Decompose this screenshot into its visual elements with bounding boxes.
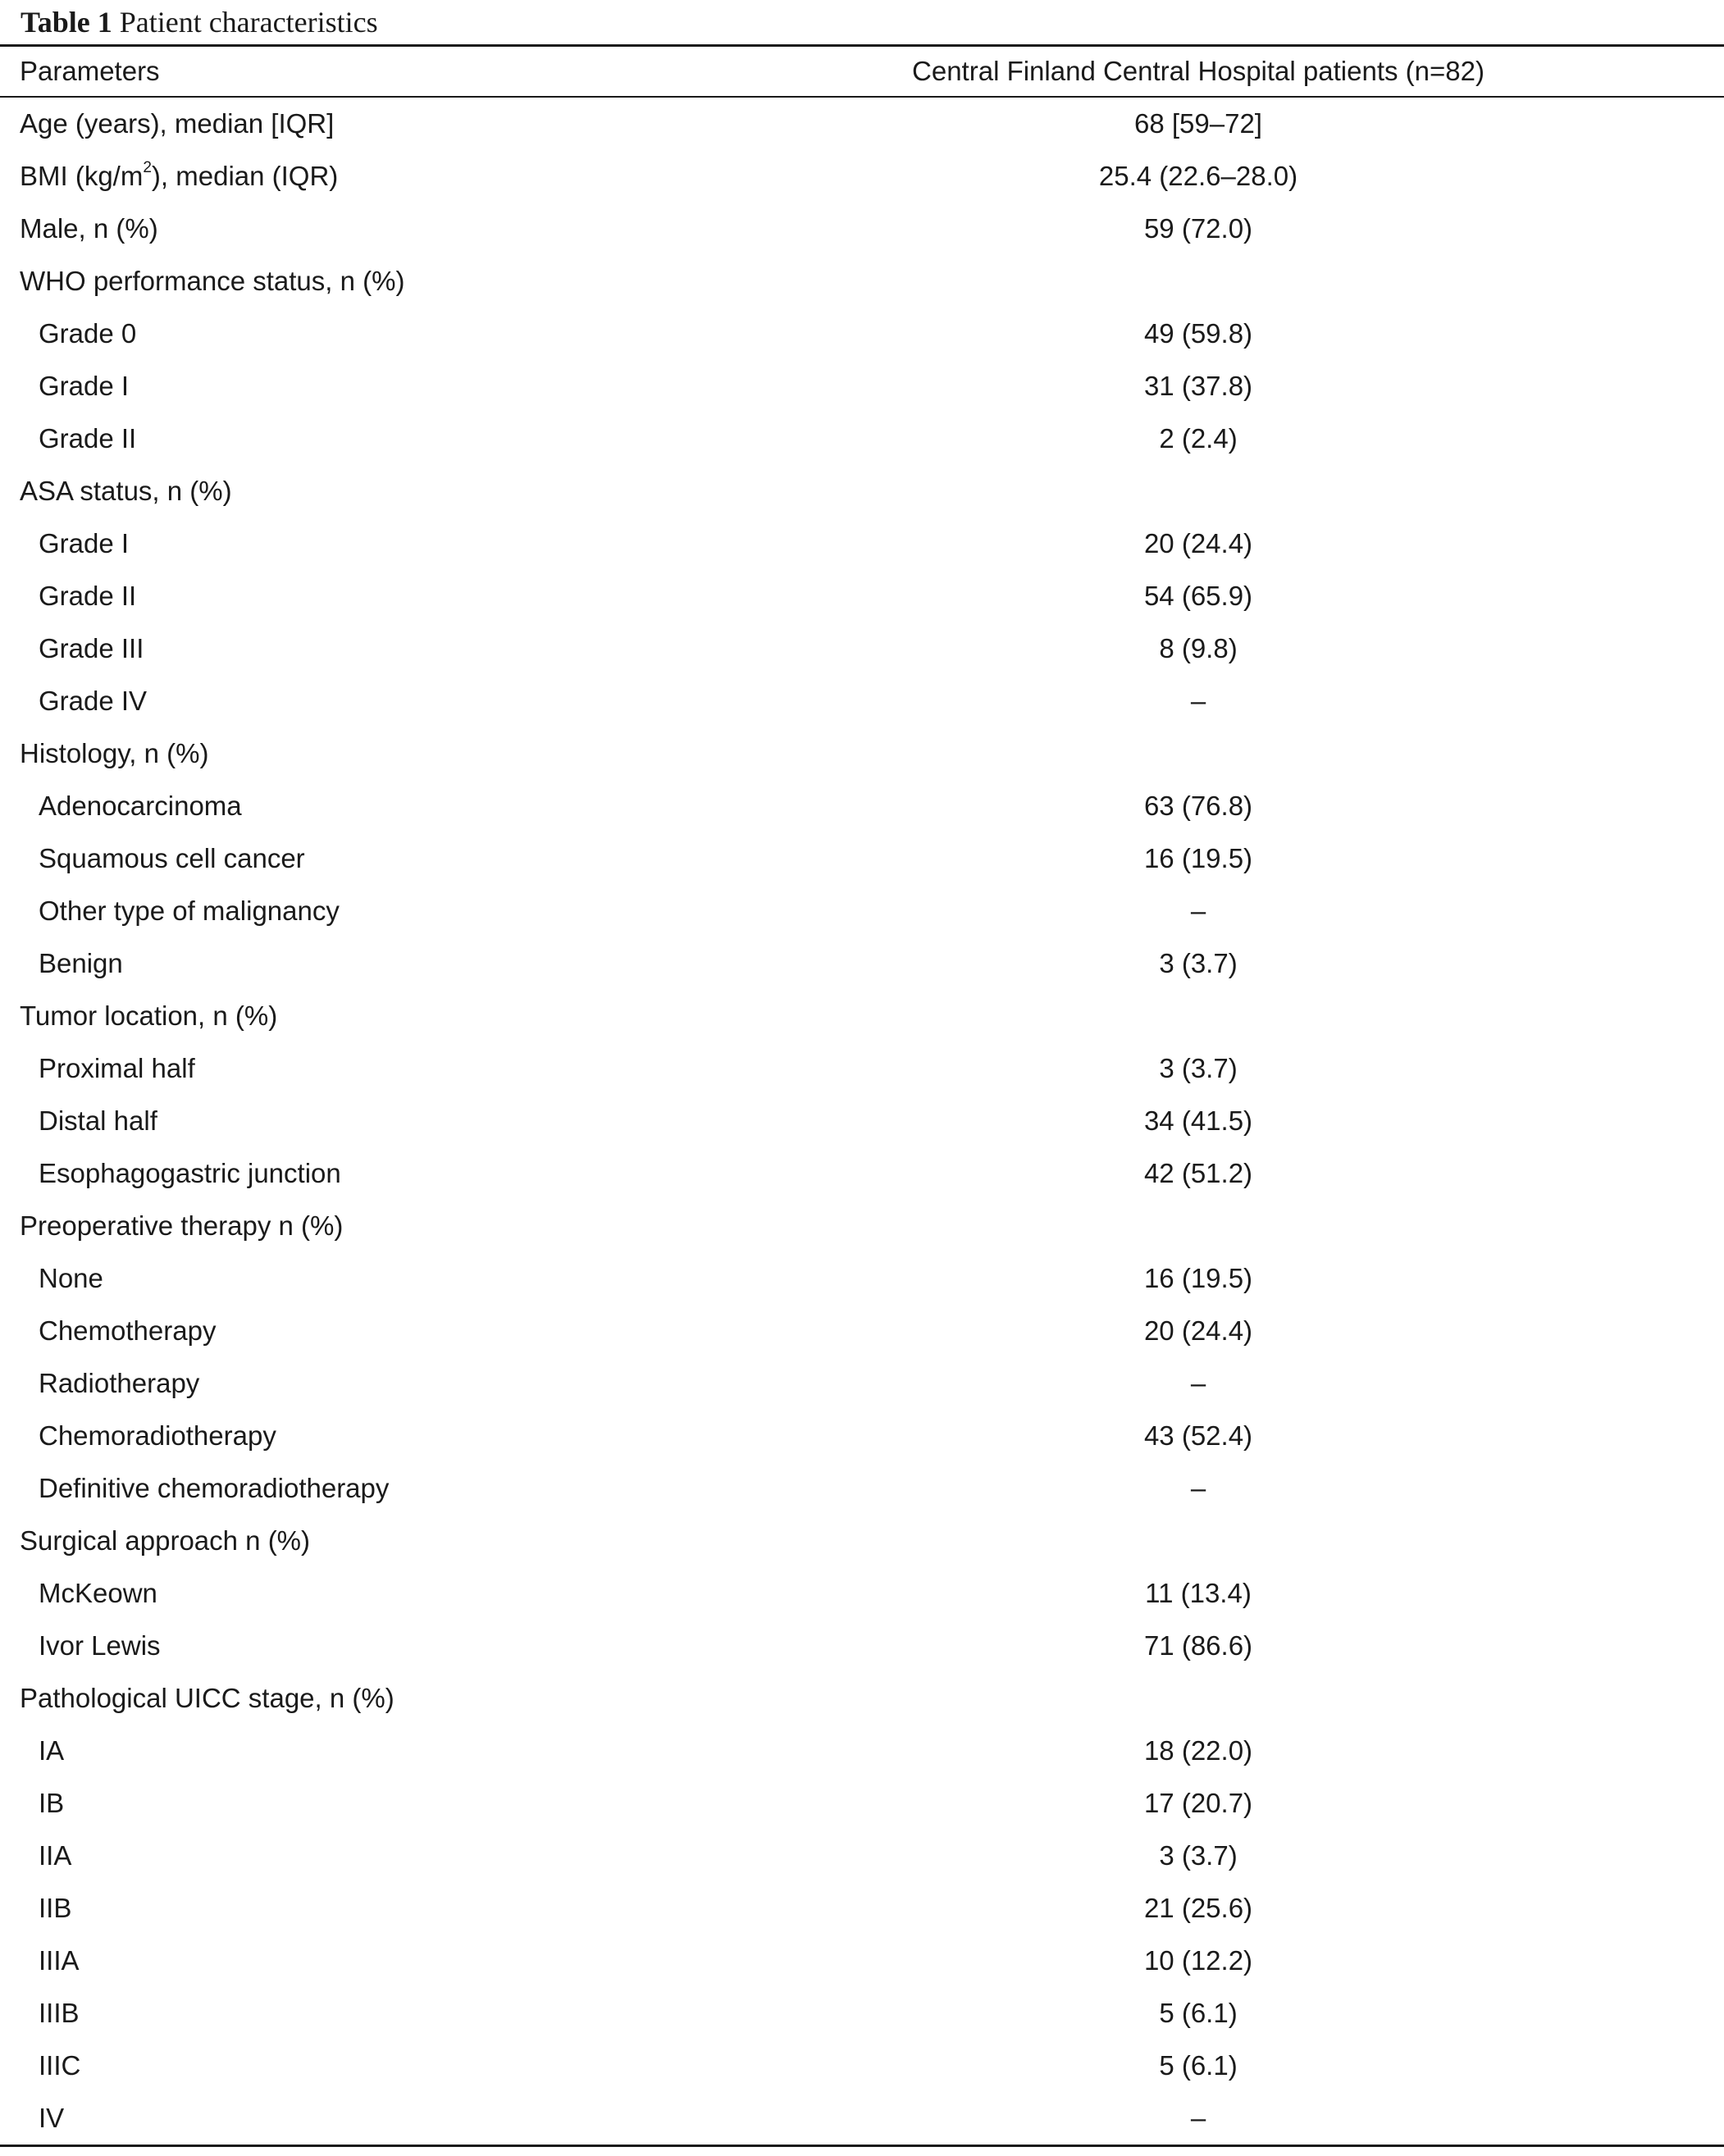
table-row bbox=[0, 203, 1724, 255]
row-subparameter: Esophagogastric junction bbox=[39, 1158, 341, 1188]
row-subparameter: Other type of malignancy bbox=[39, 896, 340, 926]
table-row bbox=[0, 675, 1724, 727]
row-value: 34 (41.5) bbox=[1143, 1105, 1253, 1136]
table-row bbox=[0, 1935, 1724, 1987]
row-value: 3 (3.7) bbox=[1159, 948, 1238, 978]
table-row bbox=[0, 1305, 1724, 1357]
row-value: 49 (59.8) bbox=[1143, 318, 1253, 349]
row-parameter: Pathological UICC stage, n (%) bbox=[20, 1683, 395, 1713]
row-value: 16 (19.5) bbox=[1143, 843, 1253, 873]
row-subparameter: Grade I bbox=[39, 528, 130, 558]
row-subparameter: IB bbox=[39, 1788, 65, 1818]
row-value: 17 (20.7) bbox=[1143, 1788, 1253, 1818]
table-row bbox=[0, 1830, 1724, 1882]
table-row bbox=[0, 1357, 1724, 1410]
row-subparameter: McKeown bbox=[39, 1578, 157, 1608]
row-subparameter: IA bbox=[39, 1735, 65, 1766]
table-row bbox=[0, 1410, 1724, 1462]
row-subparameter: Definitive chemoradiotherapy bbox=[39, 1473, 390, 1503]
row-value: 5 (6.1) bbox=[1159, 1998, 1238, 2028]
row-value: 8 (9.8) bbox=[1159, 633, 1238, 663]
row-value: – bbox=[1190, 896, 1206, 926]
row-value: 54 (65.9) bbox=[1143, 581, 1253, 611]
row-subparameter: Grade IV bbox=[39, 686, 148, 716]
row-value: – bbox=[1190, 686, 1206, 716]
row-parameter-text: BMI (kg/m bbox=[20, 161, 144, 191]
table-row bbox=[0, 1725, 1724, 1777]
row-value: 18 (22.0) bbox=[1143, 1735, 1253, 1766]
row-subparameter: Adenocarcinoma bbox=[39, 791, 242, 821]
row-subparameter: Radiotherapy bbox=[39, 1368, 200, 1398]
row-value: – bbox=[1190, 2103, 1206, 2133]
row-subparameter: Squamous cell cancer bbox=[39, 843, 305, 873]
table-row bbox=[0, 1567, 1724, 1620]
table-row bbox=[0, 465, 1724, 517]
table-row bbox=[0, 832, 1724, 885]
row-value: 63 (76.8) bbox=[1143, 791, 1253, 821]
row-subparameter: IIIA bbox=[39, 1945, 80, 1976]
table-row bbox=[0, 1462, 1724, 1515]
row-parameter-superscript: 2 bbox=[143, 159, 152, 176]
row-subparameter: Chemotherapy bbox=[39, 1315, 217, 1346]
row-value: 71 (86.6) bbox=[1143, 1630, 1253, 1661]
row-value: 25.4 (22.6–28.0) bbox=[1098, 161, 1298, 191]
table-row bbox=[0, 360, 1724, 413]
table-caption-label: Table 1 bbox=[21, 6, 112, 39]
row-parameter: ASA status, n (%) bbox=[20, 476, 232, 506]
header-cohort: Central Finland Central Hospital patients (n=82) bbox=[912, 56, 1485, 86]
table-row bbox=[0, 1987, 1724, 2040]
row-value: 21 (25.6) bbox=[1143, 1893, 1253, 1923]
table-row bbox=[0, 1515, 1724, 1567]
table-row bbox=[0, 1777, 1724, 1830]
row-value: 2 (2.4) bbox=[1159, 423, 1238, 454]
row-subparameter: Grade 0 bbox=[39, 318, 137, 349]
table-row bbox=[0, 1042, 1724, 1095]
table-row bbox=[0, 937, 1724, 990]
row-parameter: Surgical approach n (%) bbox=[20, 1525, 311, 1556]
table-row bbox=[0, 1672, 1724, 1725]
table-row bbox=[0, 1252, 1724, 1305]
row-value: 3 (3.7) bbox=[1159, 1053, 1238, 1083]
table-row bbox=[0, 517, 1724, 570]
row-value: 43 (52.4) bbox=[1143, 1420, 1253, 1451]
row-parameter-text: ), median (IQR) bbox=[151, 161, 339, 191]
table-row bbox=[0, 2040, 1724, 2092]
row-subparameter: IIIB bbox=[39, 1998, 80, 2028]
table-row bbox=[0, 570, 1724, 622]
row-value: 42 (51.2) bbox=[1143, 1158, 1253, 1188]
table-row bbox=[0, 885, 1724, 937]
row-subparameter: Grade III bbox=[39, 633, 144, 663]
table-row bbox=[0, 622, 1724, 675]
table-row bbox=[0, 2092, 1724, 2145]
row-subparameter: Grade II bbox=[39, 423, 137, 454]
table-header-row bbox=[0, 47, 1724, 96]
row-subparameter: IV bbox=[39, 2103, 65, 2133]
row-parameter: Histology, n (%) bbox=[20, 738, 209, 768]
row-subparameter: Ivor Lewis bbox=[39, 1630, 161, 1661]
row-parameter: Tumor location, n (%) bbox=[20, 1001, 278, 1031]
table-row bbox=[0, 990, 1724, 1042]
table-row bbox=[0, 308, 1724, 360]
table-row bbox=[0, 255, 1724, 308]
table-row bbox=[0, 780, 1724, 832]
row-value: 68 [59–72] bbox=[1134, 108, 1262, 139]
row-subparameter: Proximal half bbox=[39, 1053, 195, 1083]
patient-characteristics-table bbox=[0, 44, 1724, 2147]
table-row bbox=[0, 1095, 1724, 1147]
header-parameters: Parameters bbox=[20, 56, 160, 86]
row-subparameter: IIA bbox=[39, 1840, 72, 1871]
row-subparameter: IIIC bbox=[39, 2050, 81, 2081]
row-value: 5 (6.1) bbox=[1159, 2050, 1238, 2081]
row-value: 11 (13.4) bbox=[1145, 1578, 1252, 1608]
row-parameter: Preoperative therapy n (%) bbox=[20, 1210, 344, 1241]
row-value: – bbox=[1190, 1473, 1206, 1503]
row-subparameter: None bbox=[39, 1263, 103, 1293]
row-parameter bbox=[20, 150, 338, 203]
row-subparameter: Grade II bbox=[39, 581, 137, 611]
row-value: 59 (72.0) bbox=[1143, 213, 1253, 244]
row-value: 3 (3.7) bbox=[1159, 1840, 1238, 1871]
row-subparameter: Benign bbox=[39, 948, 123, 978]
table-bottom-rule bbox=[0, 2145, 1724, 2147]
row-parameter: Age (years), median [IQR] bbox=[20, 108, 335, 139]
table-row bbox=[0, 1882, 1724, 1935]
table-row bbox=[0, 98, 1724, 150]
row-subparameter: Chemoradiotherapy bbox=[39, 1420, 276, 1451]
row-subparameter: IIB bbox=[39, 1893, 72, 1923]
row-value: 20 (24.4) bbox=[1143, 1315, 1253, 1346]
row-value: – bbox=[1190, 1368, 1206, 1398]
row-parameter: WHO performance status, n (%) bbox=[20, 266, 405, 296]
row-value: 20 (24.4) bbox=[1143, 528, 1253, 558]
table-row bbox=[0, 150, 1724, 203]
table-row bbox=[0, 727, 1724, 780]
row-subparameter: Grade I bbox=[39, 371, 130, 401]
row-subparameter: Distal half bbox=[39, 1105, 157, 1136]
row-value: 10 (12.2) bbox=[1143, 1945, 1253, 1976]
table-row bbox=[0, 1147, 1724, 1200]
table-caption bbox=[21, 0, 378, 44]
table-row bbox=[0, 1200, 1724, 1252]
table-caption-title: Patient characteristics bbox=[119, 6, 378, 39]
table-body bbox=[0, 98, 1724, 2145]
row-parameter: Male, n (%) bbox=[20, 213, 158, 244]
table-row bbox=[0, 1620, 1724, 1672]
table-row bbox=[0, 413, 1724, 465]
row-value: 16 (19.5) bbox=[1143, 1263, 1253, 1293]
row-value: 31 (37.8) bbox=[1143, 371, 1253, 401]
